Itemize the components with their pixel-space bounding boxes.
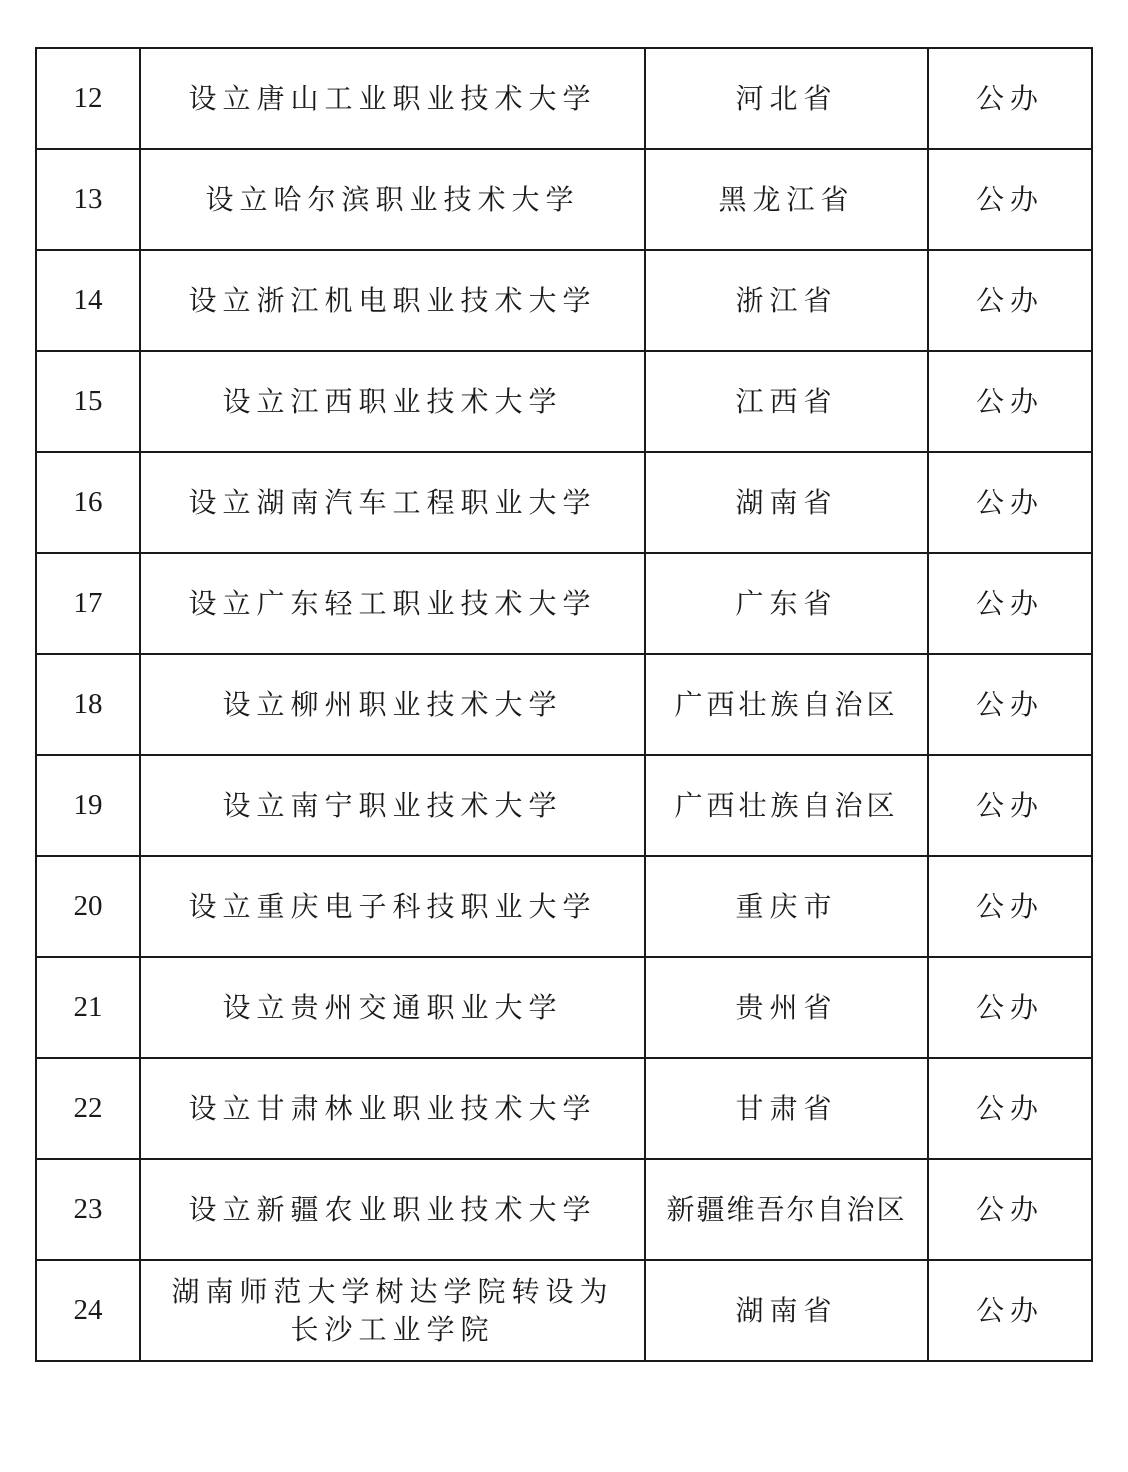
approval-table (35, 47, 1093, 1362)
region: 河北省 (645, 48, 928, 149)
item-name: 设立广东轻工职业技术大学 (140, 553, 645, 654)
school-type: 公办 (928, 1260, 1092, 1361)
row-number: 24 (36, 1260, 140, 1361)
region: 浙江省 (645, 250, 928, 351)
table-row (36, 856, 1092, 957)
item-name (140, 1260, 645, 1361)
region: 黑龙江省 (645, 149, 928, 250)
table-row (36, 553, 1092, 654)
region: 重庆市 (645, 856, 928, 957)
region: 广西壮族自治区 (645, 654, 928, 755)
item-name: 设立湖南汽车工程职业大学 (140, 452, 645, 553)
school-type: 公办 (928, 351, 1092, 452)
row-number: 22 (36, 1058, 140, 1159)
table-row (36, 1159, 1092, 1260)
table-row (36, 755, 1092, 856)
row-number: 14 (36, 250, 140, 351)
row-number: 13 (36, 149, 140, 250)
region: 湖南省 (645, 452, 928, 553)
row-number: 20 (36, 856, 140, 957)
school-type: 公办 (928, 149, 1092, 250)
item-name: 设立新疆农业职业技术大学 (140, 1159, 645, 1260)
row-number: 21 (36, 957, 140, 1058)
row-number: 16 (36, 452, 140, 553)
region: 广东省 (645, 553, 928, 654)
region: 江西省 (645, 351, 928, 452)
school-type: 公办 (928, 452, 1092, 553)
region: 湖南省 (645, 1260, 928, 1361)
item-name: 设立甘肃林业职业技术大学 (140, 1058, 645, 1159)
school-type: 公办 (928, 1058, 1092, 1159)
table-row (36, 351, 1092, 452)
school-type: 公办 (928, 654, 1092, 755)
row-number: 19 (36, 755, 140, 856)
table-row (36, 452, 1092, 553)
region: 新疆维吾尔自治区 (645, 1159, 928, 1260)
row-number: 15 (36, 351, 140, 452)
row-number: 18 (36, 654, 140, 755)
row-number: 17 (36, 553, 140, 654)
item-name: 设立哈尔滨职业技术大学 (140, 149, 645, 250)
item-name: 设立江西职业技术大学 (140, 351, 645, 452)
school-type: 公办 (928, 957, 1092, 1058)
item-name: 设立重庆电子科技职业大学 (140, 856, 645, 957)
table-row (36, 48, 1092, 149)
school-type: 公办 (928, 250, 1092, 351)
table-row (36, 1260, 1092, 1361)
table-row (36, 1058, 1092, 1159)
table-row (36, 149, 1092, 250)
item-name: 设立南宁职业技术大学 (140, 755, 645, 856)
row-number: 23 (36, 1159, 140, 1260)
school-type: 公办 (928, 856, 1092, 957)
school-type: 公办 (928, 1159, 1092, 1260)
region: 贵州省 (645, 957, 928, 1058)
item-name: 设立浙江机电职业技术大学 (140, 250, 645, 351)
region: 甘肃省 (645, 1058, 928, 1159)
table-row (36, 957, 1092, 1058)
item-name: 设立唐山工业职业技术大学 (140, 48, 645, 149)
item-name: 设立柳州职业技术大学 (140, 654, 645, 755)
item-name-text: 湖南师范大学树达学院转设为 长沙工业学院 (171, 1274, 614, 1346)
school-type: 公办 (928, 755, 1092, 856)
region: 广西壮族自治区 (645, 755, 928, 856)
item-name: 设立贵州交通职业大学 (140, 957, 645, 1058)
table-row (36, 654, 1092, 755)
table-row (36, 250, 1092, 351)
school-type: 公办 (928, 48, 1092, 149)
row-number: 12 (36, 48, 140, 149)
school-type: 公办 (928, 553, 1092, 654)
